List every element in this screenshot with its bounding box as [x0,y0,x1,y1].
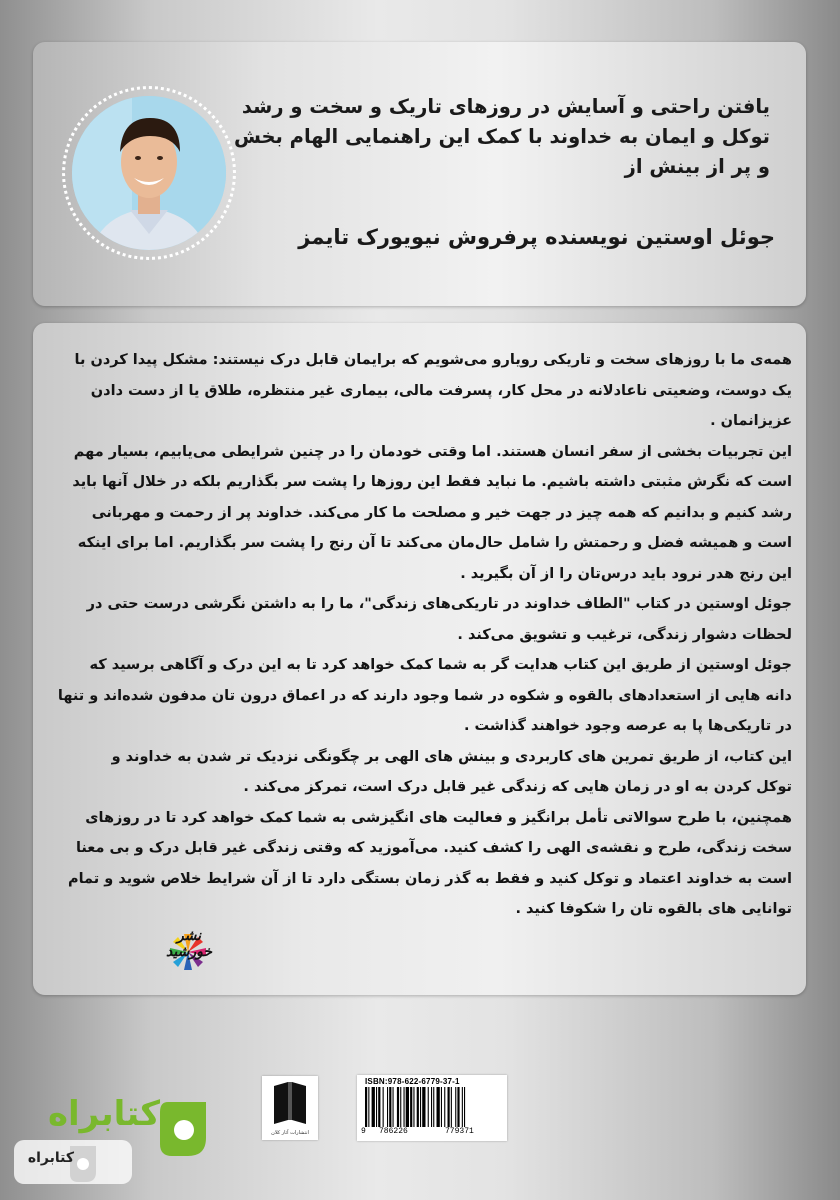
author-portrait [72,96,226,250]
text-line: است به خداوند اعتماد و توکل کنید و فقط به گذر زمان بستگی دارد تا از آن شرایط خلاص شوید و تمام [67,870,792,887]
barcode-bar [376,1087,377,1127]
barcode-bar [433,1087,434,1127]
barcode-bar [428,1087,429,1127]
text-line: جوئل اوستین در کتاب "الطاف خداوند در تاریکی‌های زندگی"، ما را به داشتن نگرشی درست حتی در [86,596,792,612]
text-line: عزیزانمان . [710,413,792,429]
text-line: همه‌ی ما با روزهای سخت و تاریکی رویارو می‌شویم که برایمان قابل درک نیستند: مشکل پیدا کردن با [74,352,792,368]
barcode-bar [448,1087,450,1127]
barcode-bar [455,1087,456,1127]
barcode-bar [413,1087,414,1127]
tagline-line: توکل و ایمان به خداوند با کمک این راهنمایی الهام بخش [233,125,770,148]
barcode-bar [378,1087,380,1127]
barcode-digit-group: 786226 [379,1127,408,1136]
text-line: توانایی های بالقوه تان را شکوفا کنید . [515,901,792,917]
text-line: این کتاب، از طریق تمرین های کاربردی و بینش های الهی بر چگونگی نزدیک تر شدن به خداوند و [111,748,792,765]
barcode-bar [441,1087,442,1127]
barcode-bar [417,1087,419,1127]
text-line: دانه هایی از استعدادهای بالقوه و شکوه در شما وجود دارند که در اعماق درون تان مدفون شده‌اند و تنها [57,687,792,704]
text-line: یک دوست، وضعیتی ناعادلانه در محل کار، پسرفت مالی، بیماری غیر منتظره، طلاق یا از دست دادن [90,382,792,399]
author-credit: جوئل اوستین نویسنده پرفروش نیویورک تایمز [298,225,775,249]
publisher-logo-text: نشر خورشید [166,928,212,960]
publisher-logo [158,922,220,970]
text-line: است که نگرش مثبتی داشته باشیم. ما نباید فقط این روزها را پشت سر بگذاریم بلکه در خلال آنها باید [72,474,792,490]
text-line: همچنین، با طرح سوالاتی تأمل برانگیز و فعالیت های انگیزشی به شما کمک خواهد کرد تا در روزهای [85,809,792,826]
barcode-bar [457,1087,459,1127]
text-line: در تاریکی‌ها پا به عرصه وجود خواهند گذاشت . [463,718,792,734]
barcode-bar [389,1087,391,1127]
ketabrah-wordmark: کتابراه [47,1094,160,1134]
barcode-bars [365,1087,501,1127]
text-line: است و همیشه فضل و رحمتش را شامل حال‌مان می‌کند تا آن رنج را پشت سر بگذاریم. اما برای اینکه [77,535,792,551]
barcode-bar [420,1087,421,1127]
barcode-digit-group: 779371 [445,1127,474,1136]
barcode-bar [444,1087,445,1127]
imprint-logo [262,1076,318,1140]
text-line: لحظات دشوار زندگی، ترغیب و تشویق می‌کند . [457,626,792,643]
barcode-bar [406,1087,409,1127]
imprint-caption: انتشارات آثار کلان [271,1130,309,1136]
barcode-bar [464,1087,465,1127]
barcode-bar [365,1087,367,1127]
tagline [233,92,770,182]
text-line: رشد کنیم و بدانیم که همه چیز در جهت خیر و مصلحت ما کار می‌کند. خداوند پر از رحمت و مهربانی [91,504,792,521]
barcode-bar [393,1087,394,1127]
barcode-bar [404,1087,405,1127]
text-line: این تجربیات بخشی از سفر انسان هستند. اما وقتی خودمان را در چنین شرایطی می‌یابیم، بسیار مهم [73,443,792,460]
barcode-bar [422,1087,425,1127]
barcode-bar [400,1087,401,1127]
text-line: جوئل اوستین از طریق این کتاب هدایت گر به شما کمک خواهد کرد تا به این درک و آگاهی برسید که [89,657,792,673]
barcode-bar [462,1087,463,1127]
barcode-bar [368,1087,369,1127]
barcode-bar [383,1087,384,1127]
description-text [48,345,792,925]
barcode-bar [387,1087,388,1127]
book-icon [262,1076,318,1128]
tagline-line: یافتن راحتی و آسایش در روزهای تاریک و سخت و رشد [241,95,770,118]
isbn-label: ISBN:978-622-6779-37-1 [365,1077,460,1086]
tagline-line: و پر از بینش از [624,155,770,178]
barcode-bar [410,1087,412,1127]
ketabrah-small-wordmark: کتابراه [27,1150,74,1166]
barcode-digit-group: 9 [361,1127,366,1136]
text-line: توکل کردن به او در زمان هایی که زندگی غیر قابل درک است، تمرکز می‌کند . [243,779,792,795]
barcode-bar [431,1087,432,1127]
text-line: سخت زندگی، طرح و نقشه‌ی الهی را کشف کنید. می‌آموزید که وقتی زندگی غیر قابل درک و بی معنا [75,840,792,856]
barcode-bar [372,1087,375,1127]
barcode-bar [437,1087,440,1127]
barcode-bar [451,1087,452,1127]
text-line: این رنج هدر نرود باید درس‌تان را از آن بگیرید . [460,565,792,582]
barcode-bar [397,1087,399,1127]
isbn-barcode [357,1075,507,1141]
